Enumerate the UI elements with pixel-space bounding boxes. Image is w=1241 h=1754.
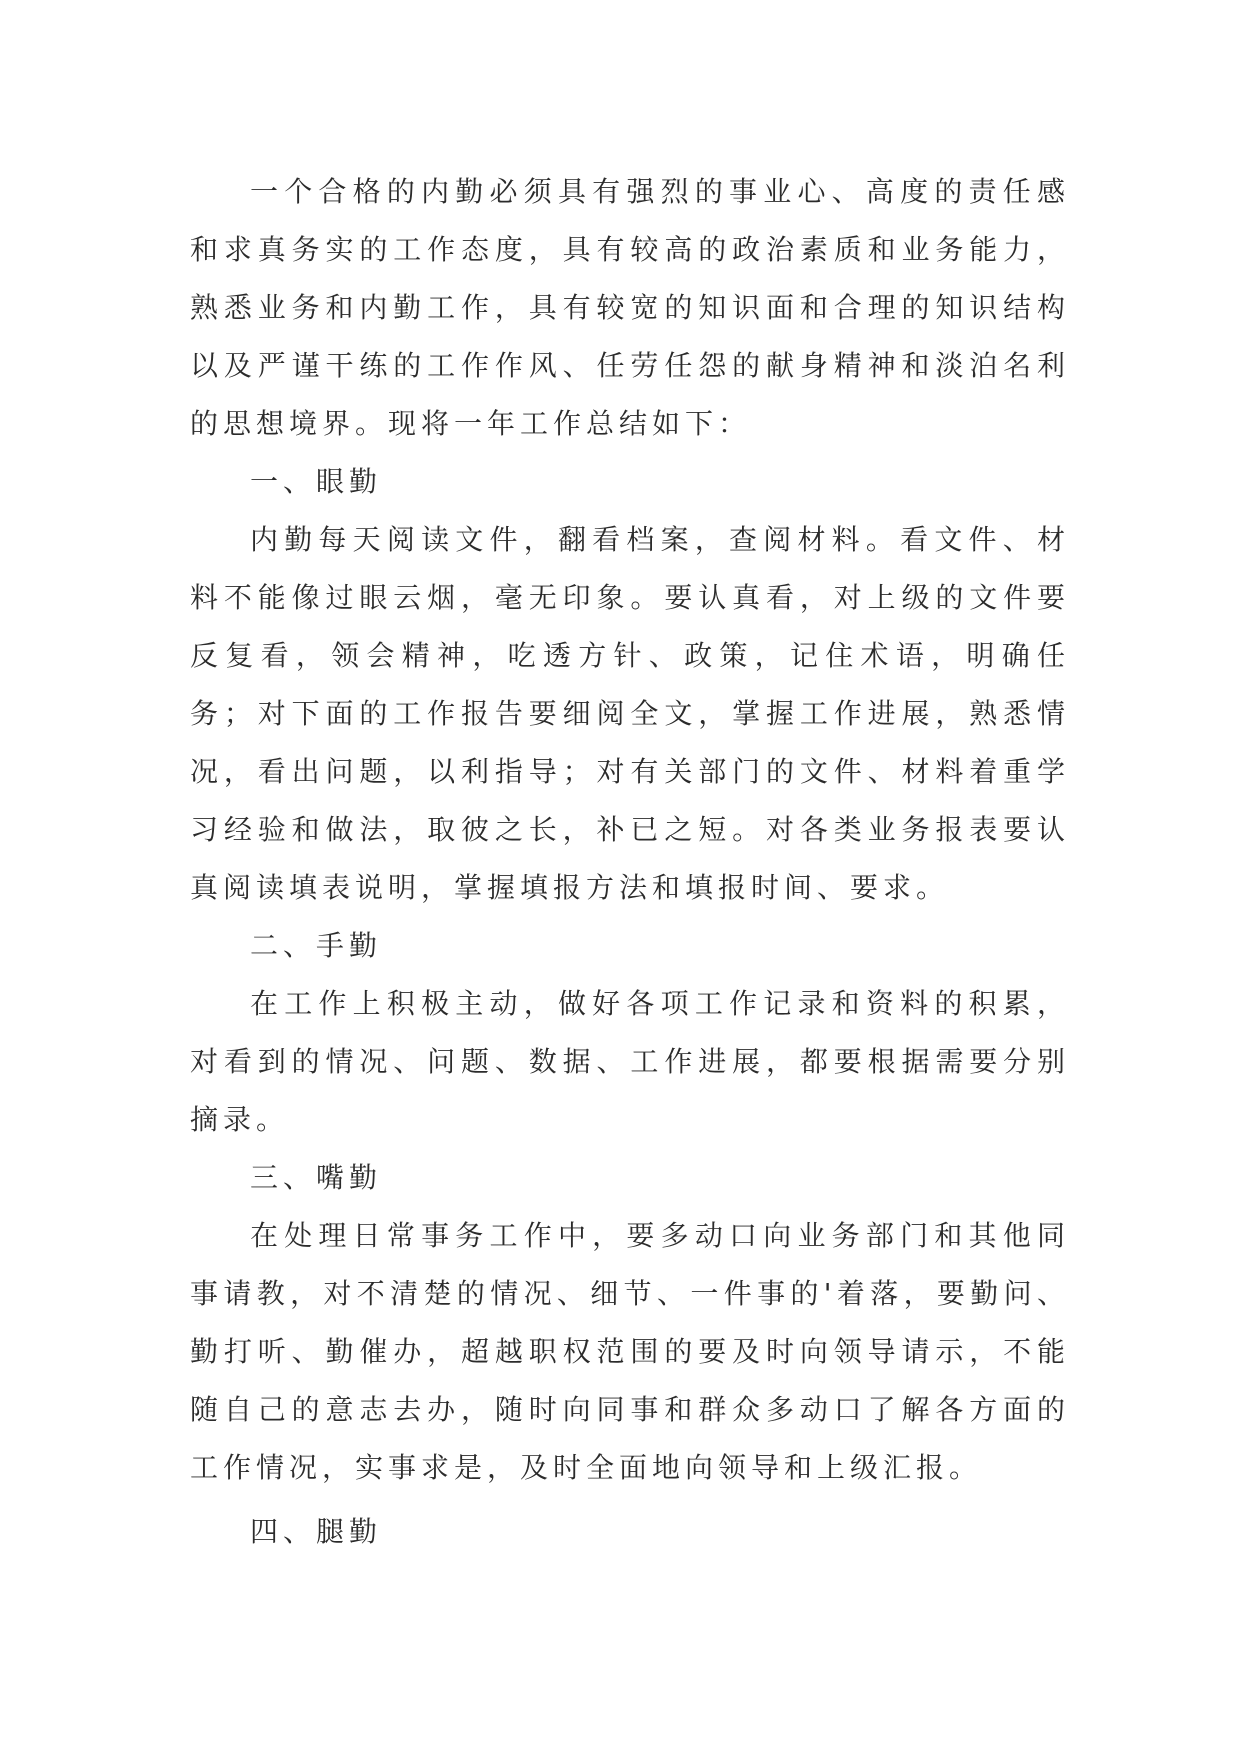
section-body-hand: 在工作上积极主动，做好各项工作记录和资料的积累，对看到的情况、问题、数据、工作进展，都要根据需要分别摘录。 — [190, 987, 1070, 1136]
document-body — [190, 163, 1070, 1561]
section-body-eye: 内勤每天阅读文件，翻看档案，查阅材料。看文件、材料不能像过眼云烟，毫无印象。要认真看，对上级的文件要反复看，领会精神，吃透方针、政策，记住术语，明确任务；对下面的工作报告要细阅全文，掌握工作进展，熟悉情况，看出问题，以利指导；对有关部门的文件、材料着重学习经验和做法，取彼之长，补已之短。对各类业务报表要认真阅读填表说明，掌握填报方法和填报时间、要求。 — [190, 523, 1070, 904]
section-heading-leg: 四、腿勤 — [250, 1515, 383, 1548]
section-heading-mouth: 三、嘴勤 — [250, 1161, 383, 1194]
section-heading-hand: 二、手勤 — [250, 929, 383, 962]
section-heading-eye: 一、眼勤 — [250, 465, 383, 498]
intro-paragraph: 一个合格的内勤必须具有强烈的事业心、高度的责任感和求真务实的工作态度，具有较高的政治素质和业务能力，熟悉业务和内勤工作，具有较宽的知识面和合理的知识结构以及严谨干练的工作作风、任劳任怨的献身精神和淡泊名利的思想境界。现将一年工作总结如下： — [190, 175, 1070, 440]
section-body-mouth: 在处理日常事务工作中，要多动口向业务部门和其他同事请教，对不清楚的情况、细节、一件事的'着落，要勤问、勤打听、勤催办，超越职权范围的要及时向领导请示，不能随自己的意志去办，随时向同事和群众多动口了解各方面的工作情况，实事求是，及时全面地向领导和上级汇报。 — [190, 1219, 1070, 1484]
